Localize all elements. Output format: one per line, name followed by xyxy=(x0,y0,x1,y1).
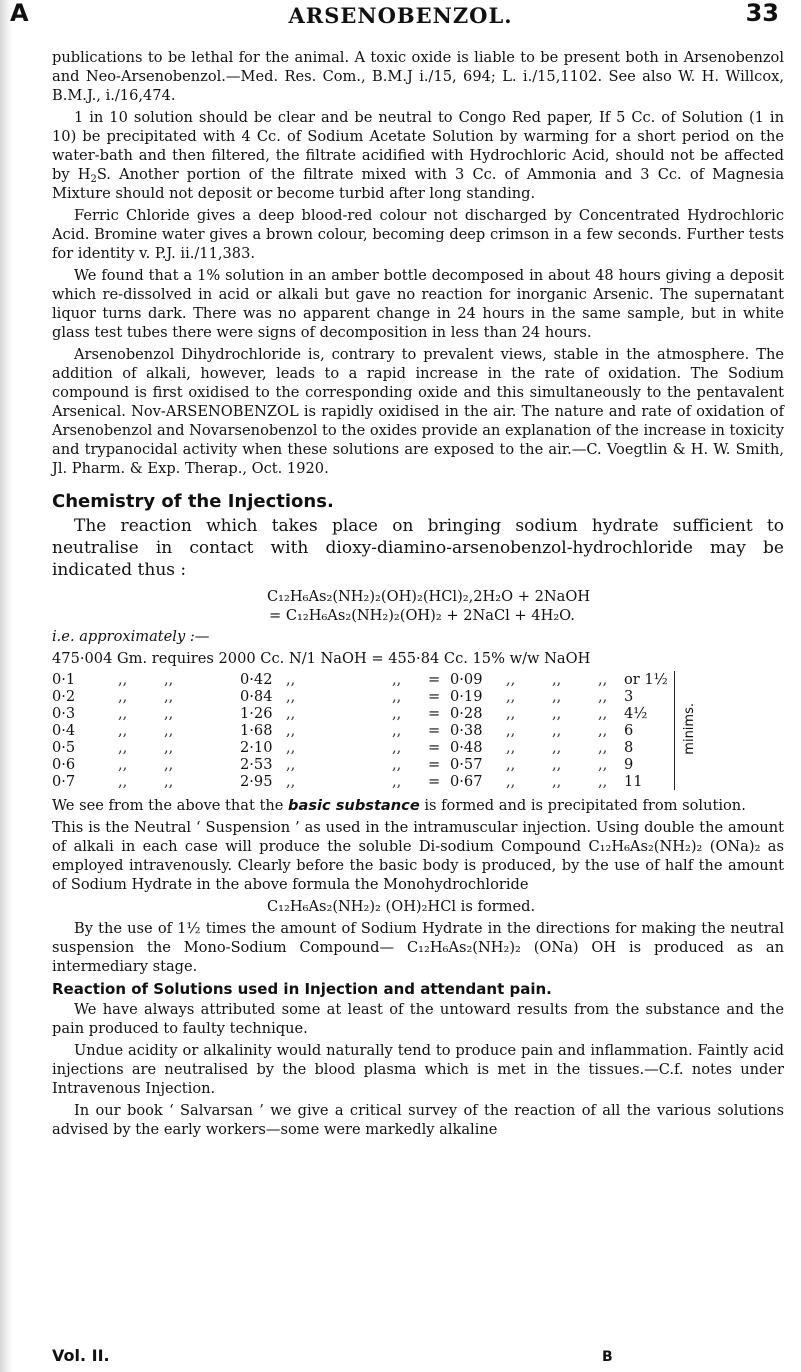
cell-ditto: ,, xyxy=(506,705,516,722)
equation-line-1: C₁₂H₆As₂(NH₂)₂(OH)₂(HCl)₂,2H₂O + 2NaOH xyxy=(267,588,591,605)
paragraph-ferric-chloride: Ferric Chloride gives a deep blood-red colour not discharged by Concentrated Hydrochloric Acid. Bromine water gives a brown colour, becoming deep crimson in a few seconds. Further tests for identity v. P.J. ii./11,383. xyxy=(52,207,784,262)
paragraph-toxic-oxide: publications to be lethal for the animal. A toxic oxide is liable to be present both in Arsenobenzol and Neo-Arsenobenzol.—Med. Res. Com., B.M.J i./15, 694; L. i./15,1102. See also W. H. Willcox, B.M.J., i./16,474. xyxy=(52,49,784,104)
paragraph-decomposition: We found that a 1% solution in an amber bottle decomposed in about 48 hours giving a deposit which re-dissolved in acid or alkali but gave no reaction for inorganic Arsenic. The supernatant liquor turns dark. There was no apparent change in 24 hours in the same sample, but in white glass test tubes there were signs of decomposition in less than 24 hours. xyxy=(52,267,784,341)
paragraph-mono-sodium: By the use of 1½ times the amount of Sodium Hydrate in the directions for making the neutral suspension the Mono-Sodium Compound— C₁₂H₆As₂(NH₂)₂ (ONa) OH is produced as an intermediary stage. xyxy=(52,920,784,975)
cell-ditto: ,, xyxy=(164,688,174,705)
cell-naoh-cc: 0·38 xyxy=(450,722,483,739)
cell-grams: 0·2 xyxy=(52,688,76,705)
cell-ditto: ,, xyxy=(118,688,128,705)
section-heading: Chemistry of the Injections. xyxy=(52,491,334,512)
cell-cc: 1·68 xyxy=(240,722,273,739)
basic-substance-b: is formed and is precipitated from solution. xyxy=(419,797,746,814)
cell-ditto: ,, xyxy=(286,756,296,773)
cell-ditto: ,, xyxy=(164,773,174,790)
cell-ditto: ,, xyxy=(392,705,402,722)
cell-ditto: ,, xyxy=(392,739,402,756)
cell-grams: 0·6 xyxy=(52,756,76,773)
basic-substance-emphasis: basic substance xyxy=(288,797,420,814)
cell-ditto: ,, xyxy=(552,773,562,790)
cell-grams: 0·3 xyxy=(52,705,76,722)
paragraph-oxidation: Arsenobenzol Dihydrochloride is, contrary to prevalent views, stable in the atmosphere. The addition of alkali, however, leads to a rapid increase in the rate of oxidation. The Sodium compound is first oxidised to the corresponding oxide and this simultaneously to the pentavalent Arsenical. Nov-ARSENOBENZOL is rapidly oxidised in the air. The nature and rate of oxidation of Arsenobenzol and Novarsenobenzol to the oxides provide an explanation of the increase in toxicity and trypanocidal activity when these solutions are exposed to the air.—C. Voegtlin & H. W. Smith, Jl. Pharm. & Exp. Therap., Oct. 1920. xyxy=(52,346,784,477)
cell-naoh-cc: 0·09 xyxy=(450,671,483,688)
cell-grams: 0·4 xyxy=(52,722,76,739)
cell-ditto: ,, xyxy=(286,705,296,722)
cell-ditto: ,, xyxy=(164,756,174,773)
cell-ditto: ,, xyxy=(598,722,608,739)
paragraph-technique: We have always attributed some at least of the untoward results from the substance and the pain produced to faulty technique. xyxy=(52,1001,784,1037)
cell-ditto: ,, xyxy=(506,739,516,756)
cell-ditto: ,, xyxy=(118,756,128,773)
cell-equals: = xyxy=(428,705,441,722)
cell-ditto: ,, xyxy=(552,671,562,688)
cell-ditto: ,, xyxy=(118,739,128,756)
cell-ditto: ,, xyxy=(286,739,296,756)
cell-ditto: ,, xyxy=(506,722,516,739)
table-row xyxy=(52,739,704,756)
cell-equals: = xyxy=(428,773,441,790)
cell-ditto: ,, xyxy=(598,705,608,722)
cell-ditto: ,, xyxy=(552,739,562,756)
table-row xyxy=(52,671,704,688)
table-row xyxy=(52,688,704,705)
cell-ditto: ,, xyxy=(118,671,128,688)
cell-ditto: ,, xyxy=(506,773,516,790)
cell-ditto: ,, xyxy=(392,688,402,705)
paragraph-solution-test xyxy=(52,108,784,203)
running-header xyxy=(0,0,801,40)
body-text xyxy=(52,48,784,1142)
cell-ditto: ,, xyxy=(118,722,128,739)
cell-ditto: ,, xyxy=(552,705,562,722)
cell-minims: or 1½ xyxy=(624,671,668,688)
cell-equals: = xyxy=(428,722,441,739)
cell-ditto: ,, xyxy=(598,756,608,773)
cell-ditto: ,, xyxy=(552,756,562,773)
cell-cc: 1·26 xyxy=(240,705,273,722)
cell-ditto: ,, xyxy=(286,671,296,688)
cell-naoh-cc: 0·67 xyxy=(450,773,483,790)
cell-equals: = xyxy=(428,671,441,688)
page-edge-shadow xyxy=(0,0,12,1372)
volume-label: Vol. II. xyxy=(52,1346,110,1365)
paragraph-solution-test-b: S. Another portion of the filtrate mixed with 3 Cc. of Ammonia and 3 Cc. of Magnesia Mixture should not deposit or become turbid after long standing. xyxy=(52,166,785,202)
cell-ditto: ,, xyxy=(392,773,402,790)
cell-equals: = xyxy=(428,688,441,705)
header-title: ARSENOBENZOL. xyxy=(288,3,513,28)
paragraph-basic-substance xyxy=(52,796,784,815)
cell-minims: 3 xyxy=(624,688,634,705)
cell-ditto: ,, xyxy=(392,722,402,739)
approx-label: i.e. approximately :— xyxy=(52,628,210,645)
cell-ditto: ,, xyxy=(552,688,562,705)
cell-naoh-cc: 0·28 xyxy=(450,705,483,722)
cell-grams: 0·5 xyxy=(52,739,76,756)
cell-ditto: ,, xyxy=(598,773,608,790)
cell-naoh-cc: 0·57 xyxy=(450,756,483,773)
cell-grams: 0·1 xyxy=(52,671,76,688)
cell-ditto: ,, xyxy=(392,671,402,688)
cell-ditto: ,, xyxy=(598,739,608,756)
table-row xyxy=(52,722,704,739)
cell-ditto: ,, xyxy=(164,671,174,688)
cell-cc: 2·10 xyxy=(240,739,273,756)
cell-minims: 11 xyxy=(624,773,643,790)
cell-equals: = xyxy=(428,739,441,756)
cell-ditto: ,, xyxy=(118,705,128,722)
cell-ditto: ,, xyxy=(164,705,174,722)
subscript: 2 xyxy=(90,174,97,185)
table-row xyxy=(52,705,704,722)
cell-ditto: ,, xyxy=(164,722,174,739)
table-row xyxy=(52,756,704,773)
table-row xyxy=(52,773,704,790)
basic-substance-a: We see from the above that the xyxy=(52,797,289,814)
cell-equals: = xyxy=(428,756,441,773)
cell-ditto: ,, xyxy=(506,688,516,705)
paragraph-acidity: Undue acidity or alkalinity would naturally tend to produce pain and inflammation. Faintly acid injections are neutralised by the blood plasma which is met in the tissues.—C.f. notes under Intravenous Injection. xyxy=(52,1042,784,1097)
page-number: 33 xyxy=(745,0,779,27)
requirements-table-head: 475·004 Gm. requires 2000 Cc. N/1 NaOH = 455·84 Cc. 15% w/w NaOH xyxy=(52,650,591,667)
cell-ditto: ,, xyxy=(598,688,608,705)
cell-ditto: ,, xyxy=(552,722,562,739)
paragraph-neutral-suspension: This is the Neutral ‘ Suspension ’ as used in the intramuscular injection. Using double the amount of alkali in each case will produce the soluble Di-sodium Compound C₁₂H₆As₂(NH₂)₂ (ONa)₂ as employed intravenously. Clearly before the basic body is produced, by the use of half the amount of Sodium Hydrate in the above formula the Monohydrochloride xyxy=(52,819,784,893)
cell-cc: 2·95 xyxy=(240,773,273,790)
cell-ditto: ,, xyxy=(506,671,516,688)
minims-brace xyxy=(674,671,704,790)
cell-ditto: ,, xyxy=(506,756,516,773)
minims-label: minims. xyxy=(681,702,697,755)
cell-cc: 2·53 xyxy=(240,756,273,773)
cell-ditto: ,, xyxy=(598,671,608,688)
cell-minims: 9 xyxy=(624,756,634,773)
signature-mark: B xyxy=(602,1349,613,1365)
requirements-table xyxy=(52,671,704,790)
cell-ditto: ,, xyxy=(286,773,296,790)
cell-ditto: ,, xyxy=(392,756,402,773)
paragraph-salvarsan-book: In our book ‘ Salvarsan ’ we give a critical survey of the reaction of all the various solutions advised by the early workers—some were markedly alkaline xyxy=(52,1102,784,1138)
cell-naoh-cc: 0·19 xyxy=(450,688,483,705)
subheading-reaction-pain: Reaction of Solutions used in Injection and attendant pain. xyxy=(52,980,552,998)
cell-ditto: ,, xyxy=(164,739,174,756)
cell-ditto: ,, xyxy=(286,688,296,705)
cell-cc: 0·84 xyxy=(240,688,273,705)
paragraph-reaction-intro: The reaction which takes place on bringing sodium hydrate sufficient to neutralise in contact with dioxy-diamino-arsenobenzol-hydrochloride may be indicated thus : xyxy=(52,516,784,580)
cell-naoh-cc: 0·48 xyxy=(450,739,483,756)
cell-ditto: ,, xyxy=(118,773,128,790)
formula-monohydrochloride: C₁₂H₆As₂(NH₂)₂ (OH)₂HCl is formed. xyxy=(267,898,536,915)
cell-minims: 6 xyxy=(624,722,634,739)
cell-minims: 8 xyxy=(624,739,634,756)
cell-cc: 0·42 xyxy=(240,671,273,688)
chemical-equation xyxy=(52,587,784,625)
paragraph-solution-test-a: 1 in 10 solution should be clear and be neutral to Congo Red paper, If 5 Cc. of Solution (1 in 10) be precipitated with 4 Cc. of Sodium Acetate Solution by warming for a short period on the water-bath and then filtered, the filtrate acidified with Hydrochloric Acid, should not be affected by H xyxy=(52,109,784,183)
header-letter: A xyxy=(10,0,29,27)
cell-ditto: ,, xyxy=(286,722,296,739)
equation-line-2: = C₁₂H₆As₂(NH₂)₂(OH)₂ + 2NaCl + 4H₂O. xyxy=(269,607,575,624)
cell-minims: 4½ xyxy=(624,705,648,722)
cell-grams: 0·7 xyxy=(52,773,76,790)
